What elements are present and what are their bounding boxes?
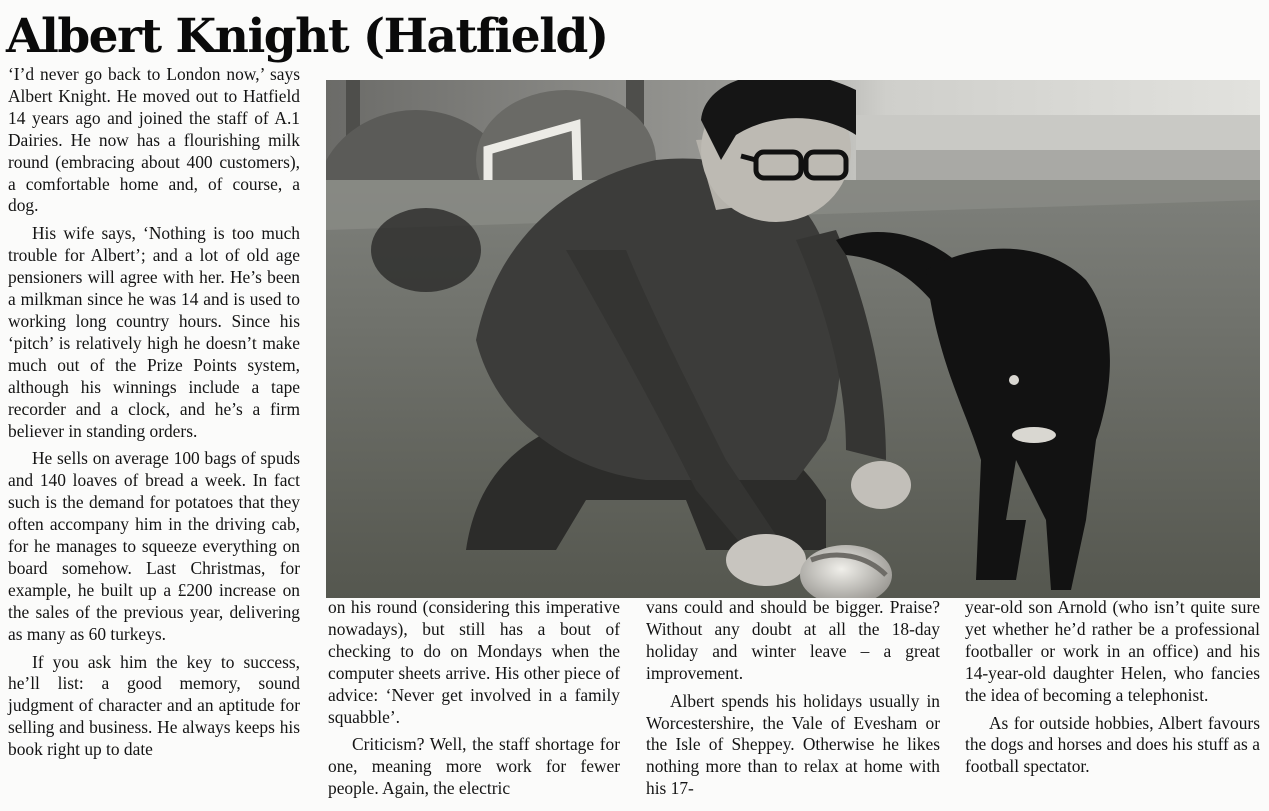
paragraph-wife: His wife says, ‘Nothing is too much trouble for Albert’; and a lot of old age pensioners will agree with her. He’s been a milkman since he was 14 and is used to working long country hours. Since his ‘pitch’ is relatively high he doesn’t make much out of the Prize Points system, although his winnings include a tape recorder and a clock, and he’s a firm believer in standing orders. (8, 223, 300, 441)
article-column-3 (646, 597, 940, 806)
paragraph-intro: ‘I’d never go back to London now,’ says Albert Knight. He moved out to Hatfield 14 years ago and joined the staff of A.1 Dairies. He now has a flourishing milk round (embracing about 400 customers), a comfortable home and, of course, a dog. (8, 64, 300, 216)
article-column-2 (328, 597, 620, 806)
paragraph-success: If you ask him the key to success, he’ll list: a good memory, sound judgment of character and an aptitude for selling and business. He always keeps his book right up to date (8, 651, 300, 760)
paragraph-holidays: Albert spends his holidays usually in Worcestershire, the Vale of Evesham or the Isle of Sheppey. Otherwise he likes nothing more than to relax at home with his 17- (646, 690, 940, 799)
paragraph-advice: on his round (considering this imperative nowadays), but still has a bout of checking to do on Mondays when the computer sheets arrive. His other piece of advice: ‘Never get involved in a family squabble’. (328, 597, 620, 727)
paragraph-family: year-old son Arnold (who isn’t quite sure yet whether he’d rather be a professional footballer or work in an office) and his 14-year-old daughter Helen, who fancies the idea of becoming a telephonist. (965, 597, 1260, 705)
article-column-4 (965, 597, 1260, 784)
paragraph-sales: He sells on average 100 bags of spuds and 140 loaves of bread a week. In fact such is the demand for potatoes that they often accompany him in the driving cab, for he manages to squeeze everything on board somehow. Last Christmas, for example, he built up a £200 increase on the sales of the previous year, delivering as many as 60 turkeys. (8, 448, 300, 644)
paragraph-hobbies: As for outside hobbies, Albert favours the dogs and horses and does his stuff as a football spectator. (965, 712, 1260, 777)
paragraph-vans: vans could and should be bigger. Praise? Without any doubt at all the 18-day holiday and winter leave – a great improvement. (646, 597, 940, 683)
paragraph-criticism: Criticism? Well, the staff shortage for one, meaning more work for fewer people. Again, the electric (328, 734, 620, 799)
article-column-1 (8, 64, 300, 767)
photo-albert-with-dog (326, 80, 1260, 598)
headline: Albert Knight (Hatfield) (6, 9, 608, 64)
